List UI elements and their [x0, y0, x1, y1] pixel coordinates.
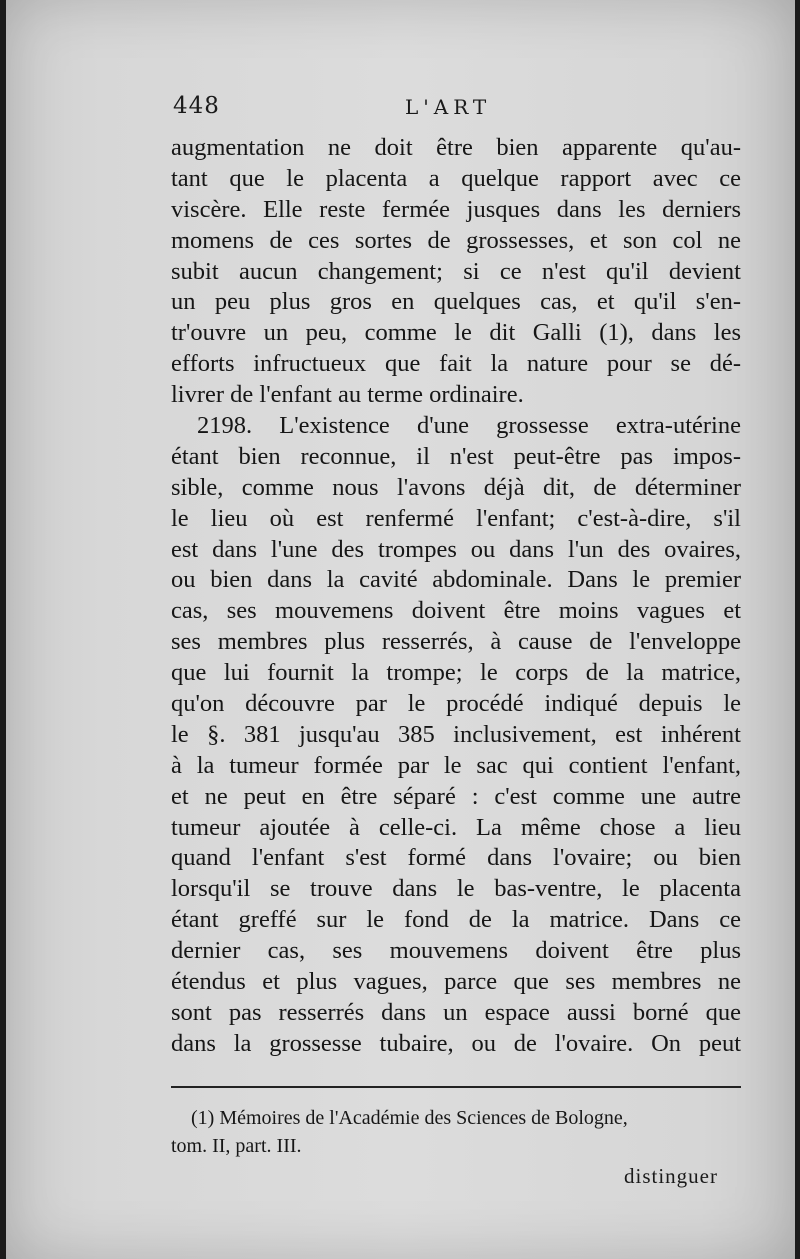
- text-line: un peu plus gros en quelques cas, et qu'il s'en-: [171, 288, 741, 316]
- footnote: [171, 1104, 741, 1160]
- text-line: ses membres plus resserrés, à cause de l'enveloppe: [171, 628, 741, 656]
- page-header: [173, 93, 743, 127]
- text-line: tr'ouvre un peu, comme le dit Galli (1), dans les: [171, 319, 741, 347]
- text-line: est dans l'une des trompes ou dans l'un des ovaires,: [171, 535, 741, 563]
- main-text: [171, 133, 741, 1060]
- text-line: sont pas resserrés dans un espace aussi borné que: [171, 998, 741, 1026]
- text-line: le lieu où est renfermé l'enfant; c'est-à-dire, s'il: [171, 504, 741, 532]
- text-line: dans la grossesse tubaire, ou de l'ovaire. On peut: [171, 1029, 741, 1057]
- text-line: momens de ces sortes de grossesses, et son col ne: [171, 226, 741, 254]
- text-line: tumeur ajoutée à celle-ci. La même chose a lieu: [171, 813, 741, 841]
- running-head: L'ART: [405, 95, 492, 119]
- text-line: étant bien reconnue, il n'est peut-être pas impos-: [171, 442, 741, 470]
- text-line: étant greffé sur le fond de la matrice. Dans ce: [171, 906, 741, 934]
- text-line: cas, ses mouvemens doivent être moins vagues et: [171, 597, 741, 625]
- text-line: à la tumeur formée par le sac qui contient l'enfant,: [171, 751, 741, 779]
- text-line: étendus et plus vagues, parce que ses membres ne: [171, 968, 741, 996]
- text-line: ou bien dans la cavité abdominale. Dans le premier: [171, 566, 741, 594]
- text-line: viscère. Elle reste fermée jusques dans les derniers: [171, 195, 741, 223]
- text-line: quand l'enfant s'est formé dans l'ovaire; ou bien: [171, 844, 741, 872]
- text-line: augmentation ne doit être bien apparente qu'au-: [171, 134, 741, 161]
- text-line: qu'on découvre par le procédé indiqué depuis le: [171, 690, 741, 718]
- page-number: 448: [173, 93, 220, 119]
- text-line: lorsqu'il se trouve dans le bas-ventre, le placenta: [171, 875, 741, 903]
- footnote-rule: [171, 1086, 741, 1088]
- text-line: subit aucun changement; si ce n'est qu'il devient: [171, 257, 741, 285]
- text-line: et ne peut en être séparé : c'est comme une autre: [171, 782, 741, 810]
- text-line: le §. 381 jusqu'au 385 inclusivement, est inhérent: [171, 720, 741, 748]
- footnote-line: tom. II, part. III.: [171, 1135, 302, 1157]
- text-line: tant que le placenta a quelque rapport avec ce: [171, 164, 741, 192]
- paragraph-start-line: 2198. L'existence d'une grossesse extra-utérine: [197, 412, 741, 440]
- footnote-line: (1) Mémoires de l'Académie des Sciences de Bologne,: [191, 1107, 628, 1129]
- text-line: que lui fournit la trompe; le corps de la matrice,: [171, 659, 741, 687]
- text-line: dernier cas, ses mouvemens doivent être plus: [171, 937, 741, 965]
- book-page: [6, 0, 795, 1259]
- text-line: efforts infructueux que fait la nature pour se dé-: [171, 350, 741, 378]
- text-line: sible, comme nous l'avons déjà dit, de déterminer: [171, 473, 741, 501]
- catchword: distinguer: [624, 1164, 718, 1188]
- text-line: livrer de l'enfant au terme ordinaire.: [171, 381, 524, 409]
